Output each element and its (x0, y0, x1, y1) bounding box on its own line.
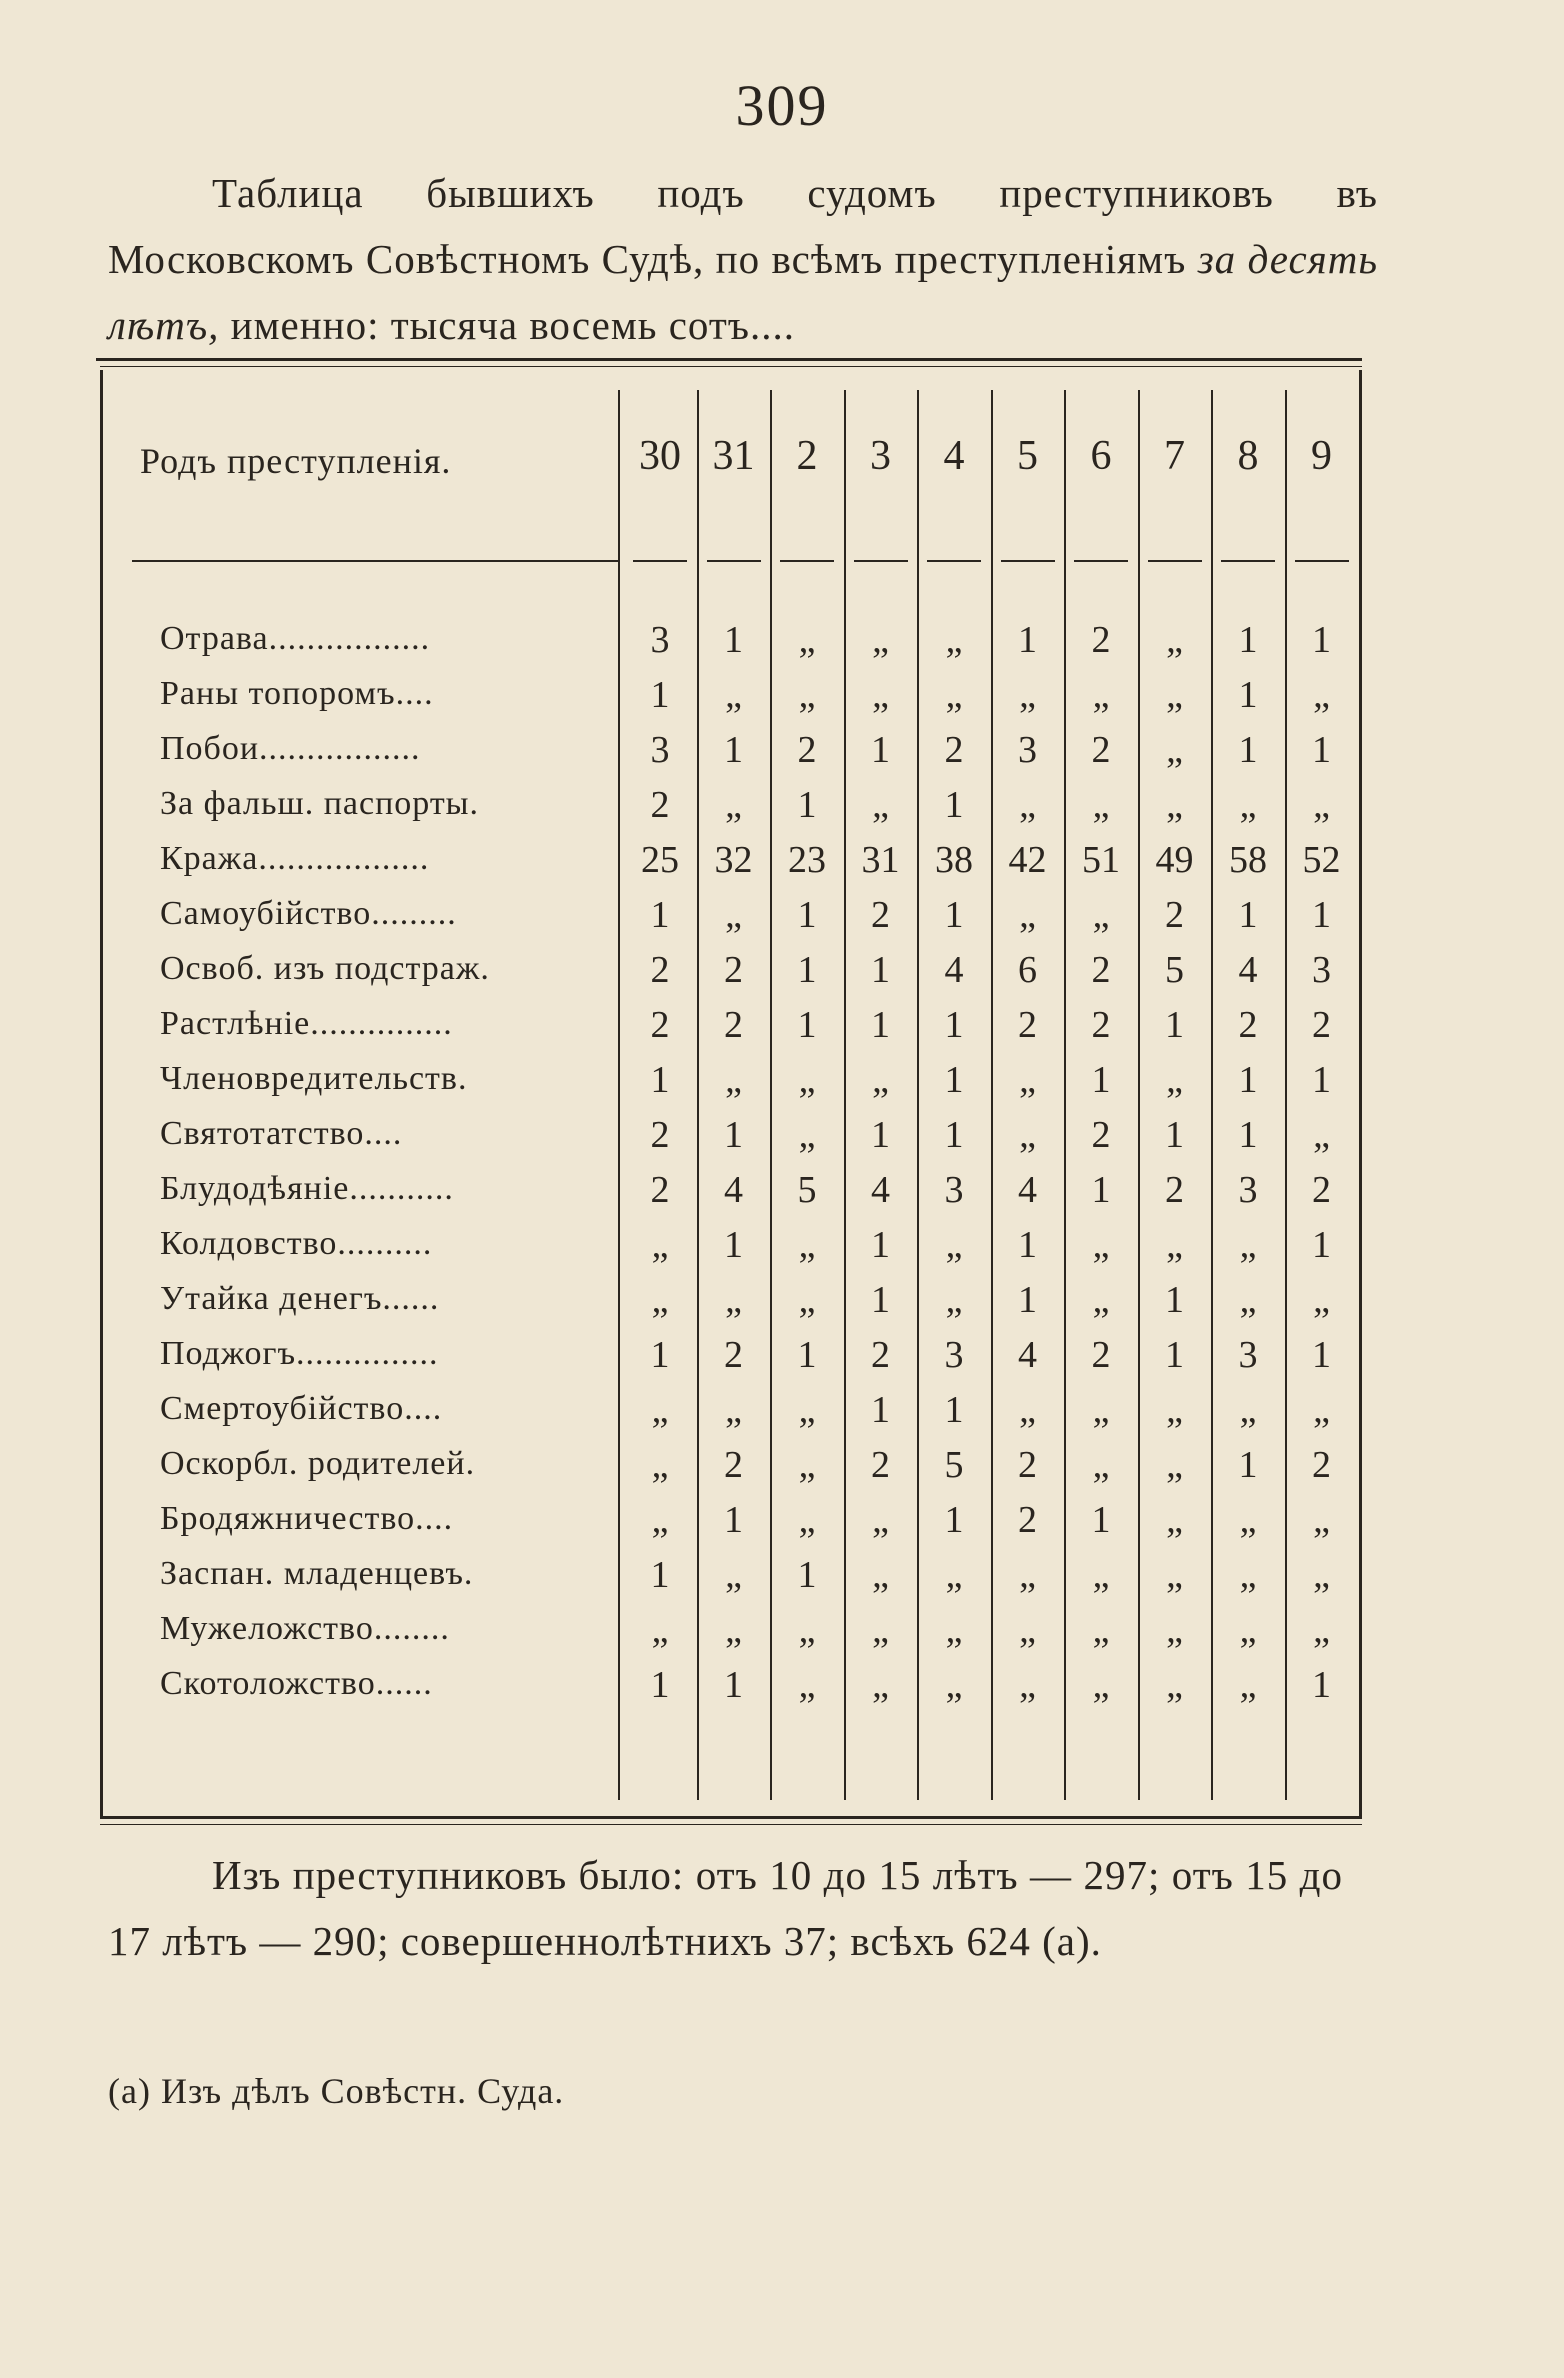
row-crime-label: Членовредительств. (160, 1060, 468, 1097)
header-underline (854, 560, 908, 562)
table-cell: 2 (650, 1114, 670, 1156)
table-cell: 1 (1312, 894, 1331, 936)
table-cell: „ (1166, 1664, 1183, 1706)
table-cell: 1 (1312, 1059, 1331, 1101)
table-cell: 3 (650, 729, 670, 771)
table-cell: 3 (1312, 949, 1331, 991)
table-cell: „ (798, 1444, 816, 1486)
table-cell: „ (1092, 674, 1110, 716)
table-cell: 1 (1018, 1279, 1037, 1321)
table-cell: 2 (1312, 1444, 1331, 1486)
header-underline (1221, 560, 1275, 562)
table-cell: „ (1239, 1609, 1257, 1651)
header-underline (1001, 560, 1055, 562)
table-cell: 2 (1165, 894, 1184, 936)
table-cell: „ (872, 1609, 889, 1651)
table-cell: 4 (871, 1169, 890, 1211)
table-left-border (100, 370, 103, 1816)
table-cell: „ (1019, 1389, 1036, 1431)
table-cell: 1 (944, 1499, 964, 1541)
table-cell: „ (798, 1279, 816, 1321)
caption-text: Таблица бывшихъ подъ судомъ преступниковъ въ Московскомъ Совѣстномъ Судѣ, по всѣмъ преступленiямъ (108, 170, 1378, 282)
table-cell: 1 (724, 729, 743, 771)
table-cell: „ (1092, 784, 1110, 826)
row-crime-label: Утайка денегъ...... (160, 1280, 440, 1317)
table-cell: 1 (1165, 1334, 1184, 1376)
table-cell: 1 (944, 1004, 964, 1046)
table-cell: 2 (724, 1334, 743, 1376)
table-cell: 2 (1091, 949, 1111, 991)
table-cell: 2 (1018, 1004, 1037, 1046)
table-cell: „ (1166, 1059, 1183, 1101)
table-cell: 2 (1165, 1169, 1184, 1211)
table-cell: „ (725, 674, 742, 716)
row-crime-label: Скотоложство...... (160, 1665, 433, 1702)
table-cell: „ (1019, 894, 1036, 936)
table-cell: 2 (724, 949, 743, 991)
table-cell: „ (651, 1444, 669, 1486)
table-cell: 1 (944, 1389, 964, 1431)
table-cell: 38 (935, 839, 973, 881)
table-cell: „ (1166, 619, 1183, 661)
table-cell: 49 (1155, 839, 1194, 881)
table-top-rule-thin (100, 366, 1362, 367)
header-underline (707, 560, 761, 562)
table-cell: 2 (1091, 729, 1111, 771)
table-cell: „ (872, 1664, 889, 1706)
row-crime-label: Раны топоромъ.... (160, 675, 434, 712)
table-cell: „ (945, 1554, 963, 1596)
row-crime-label: Смертоубiйство.... (160, 1390, 443, 1427)
table-cell: 1 (1091, 1059, 1111, 1101)
table-cell: 1 (1165, 1279, 1184, 1321)
table-cell: „ (725, 784, 742, 826)
table-cell: 4 (1238, 949, 1258, 991)
header-crime-type: Родъ преступленiя. (140, 441, 452, 481)
table-cell: 2 (871, 1334, 890, 1376)
header-underline (780, 560, 834, 562)
row-crime-label: Мужеложство........ (160, 1610, 450, 1647)
row-crime-label: За фальш. паспорты. (160, 785, 480, 822)
table-cell: „ (1313, 1554, 1330, 1596)
table-cell: 1 (1238, 1059, 1258, 1101)
footnote: (а) Изъ дѣлъ Совѣстн. Суда. (108, 2071, 565, 2111)
table-cell: „ (1166, 1389, 1183, 1431)
table-cell: „ (1166, 784, 1183, 826)
row-crime-label: Колдовство.......... (160, 1225, 433, 1262)
table-cell: 2 (1018, 1444, 1037, 1486)
table-cell: „ (651, 1389, 669, 1431)
table-cell: „ (945, 1224, 963, 1266)
caption-rest: именно: тысяча восемь сотъ.... (230, 302, 795, 348)
table-cell: 32 (714, 839, 753, 881)
header-underline (633, 560, 687, 562)
row-crime-label: Оскорбл. родителей. (160, 1445, 476, 1482)
table-cell: 1 (871, 1224, 890, 1266)
table-cell: 2 (797, 729, 817, 771)
table-cell: 1 (724, 1664, 743, 1706)
table-cell: 2 (1312, 1004, 1331, 1046)
row-crime-label: Заспан. младенцевъ. (160, 1555, 474, 1592)
table-cell: 2 (650, 1169, 670, 1211)
table-cell: 4 (724, 1169, 743, 1211)
table-cell: „ (1313, 1279, 1330, 1321)
table-cell: 1 (650, 1334, 670, 1376)
table-cell: 1 (944, 784, 964, 826)
table-cell: 23 (788, 839, 826, 881)
row-crime-label: Побои................. (160, 730, 421, 767)
row-crime-label: Бродяжничество.... (160, 1500, 454, 1537)
table-cell: 1 (1238, 1444, 1258, 1486)
table-cell: 1 (871, 1279, 890, 1321)
table-cell: „ (651, 1279, 669, 1321)
row-crime-label: Святотатство.... (160, 1115, 403, 1152)
table-cell: „ (1092, 1279, 1110, 1321)
table-cell: „ (798, 1389, 816, 1431)
table-cell: „ (798, 1114, 816, 1156)
table-cell: 51 (1082, 839, 1120, 881)
table-cell: „ (1092, 1389, 1110, 1431)
table-cell: „ (725, 1389, 742, 1431)
table-cell: „ (945, 674, 963, 716)
table-cell: „ (798, 1664, 816, 1706)
table-cell: „ (1166, 1499, 1183, 1541)
table-cell: 2 (724, 1004, 743, 1046)
table-cell: 2 (650, 784, 670, 826)
table-cell: „ (1092, 1609, 1110, 1651)
table-cell: 25 (641, 839, 679, 881)
table-cell: 2 (650, 1004, 670, 1046)
table-cell: 1 (871, 949, 890, 991)
row-crime-label: Кража.................. (160, 840, 430, 877)
table-cell: „ (651, 1499, 669, 1541)
table-cell: „ (725, 1279, 742, 1321)
table-cell: „ (1166, 1224, 1183, 1266)
table-cell: „ (798, 1499, 816, 1541)
table-cell: „ (1313, 1114, 1330, 1156)
table-cell: „ (798, 674, 816, 716)
table-cell: 2 (871, 894, 890, 936)
table-cell: „ (1019, 1609, 1036, 1651)
table-cell: 1 (650, 1664, 670, 1706)
table-cell: „ (1239, 1499, 1257, 1541)
table-cell: 1 (1238, 1114, 1258, 1156)
table-cell: 4 (1018, 1334, 1037, 1376)
header-underline (132, 560, 618, 562)
table-right-border (1359, 370, 1362, 1816)
table-cell: 1 (871, 1389, 890, 1431)
table-cell: „ (1166, 1609, 1183, 1651)
table-cell: „ (1166, 1444, 1183, 1486)
table-cell: 1 (1091, 1499, 1111, 1541)
table-cell: 52 (1302, 839, 1341, 881)
table-cell: „ (1239, 1554, 1257, 1596)
header-underline (1148, 560, 1202, 562)
table-cell: 3 (650, 619, 670, 661)
table-cell: 1 (1312, 1224, 1331, 1266)
table-cell: 1 (871, 1114, 890, 1156)
table-cell: 1 (1312, 1664, 1331, 1706)
summary-paragraph: Изъ преступниковъ было: отъ 10 до 15 лѣтъ — 297; отъ 15 до 17 лѣтъ — 290; совершеннолѣтнихъ 37; всѣхъ 624 (а). (108, 1852, 1343, 1964)
table-cell: 5 (1165, 949, 1184, 991)
table-bottom-rule-thin (100, 1824, 1362, 1825)
table-cell: „ (798, 1059, 816, 1101)
table-cell: 2 (1091, 1334, 1111, 1376)
table-cell: „ (1092, 1664, 1110, 1706)
table-cell: 2 (944, 729, 964, 771)
table-cell: „ (1313, 1389, 1330, 1431)
header-year: 9 (1311, 433, 1332, 479)
header-year: 6 (1090, 433, 1112, 479)
table-cell: 2 (1091, 1114, 1111, 1156)
table-cell: 3 (1238, 1334, 1258, 1376)
table-cell: 4 (944, 949, 964, 991)
table-cell: „ (1166, 1554, 1183, 1596)
table-cell: 1 (944, 1114, 964, 1156)
header-year: 7 (1164, 433, 1185, 479)
table-cell: 1 (724, 619, 743, 661)
table-cell: 1 (1312, 1334, 1331, 1376)
table-cell: „ (945, 619, 963, 661)
table-cell: „ (872, 1059, 889, 1101)
table-cell: 4 (1018, 1169, 1037, 1211)
table-cell: 1 (1238, 619, 1258, 661)
table-cell: 1 (944, 894, 964, 936)
table-cell: 2 (871, 1444, 890, 1486)
table-cell: 1 (797, 1554, 817, 1596)
row-crime-label: Поджогъ............... (160, 1335, 439, 1372)
table-cell: „ (945, 1609, 963, 1651)
table-cell: 1 (1238, 674, 1258, 716)
table-cell: „ (1019, 674, 1036, 716)
table-cell: „ (1239, 1279, 1257, 1321)
table-cell: „ (1239, 1224, 1257, 1266)
row-crime-label: Отрава................. (160, 620, 431, 657)
header-underline (1295, 560, 1349, 562)
table-cell: „ (725, 1609, 742, 1651)
header-underline (927, 560, 981, 562)
table-cell: 1 (797, 1004, 817, 1046)
row-crime-label: Освоб. изъ подстраж. (160, 950, 490, 987)
table-cell: „ (1166, 674, 1183, 716)
table-cell: 2 (1018, 1499, 1037, 1541)
row-crime-label: Блудодѣянiе........... (160, 1170, 454, 1207)
table-cell: „ (1166, 729, 1183, 771)
table-cell: 31 (861, 839, 900, 881)
table-cell: 1 (650, 894, 670, 936)
table-cell: 3 (944, 1169, 964, 1211)
table-cell: 1 (650, 1059, 670, 1101)
table-cell: „ (1313, 784, 1330, 826)
table-cell: 1 (1165, 1114, 1184, 1156)
table-cell: 5 (797, 1169, 817, 1211)
header-year: 5 (1017, 433, 1038, 479)
table-cell: 5 (944, 1444, 964, 1486)
table-cell: „ (1019, 1059, 1036, 1101)
table-cell: „ (1019, 1664, 1036, 1706)
row-crime-label: Растлѣнiе............... (160, 1005, 453, 1042)
header-year: 30 (639, 433, 681, 479)
table-cell: „ (1019, 784, 1036, 826)
table-cell: „ (1019, 1554, 1036, 1596)
table-cell: 2 (724, 1444, 743, 1486)
table-cell: 3 (1018, 729, 1037, 771)
table-cell: „ (945, 1664, 963, 1706)
table-cell: 1 (1238, 894, 1258, 936)
table-cell: „ (1313, 1499, 1330, 1541)
table-cell: „ (798, 1224, 816, 1266)
table-cell: 42 (1008, 839, 1047, 881)
table-cell: „ (872, 619, 889, 661)
table-bottom-rule (100, 1816, 1362, 1819)
header-year: 3 (870, 433, 891, 479)
table-cell: 6 (1018, 949, 1037, 991)
header-underline (1074, 560, 1128, 562)
table-top-rule (96, 358, 1362, 361)
table-cell: 1 (797, 949, 817, 991)
table-cell: „ (798, 619, 816, 661)
table-caption (108, 160, 1378, 358)
header-year: 31 (712, 433, 755, 479)
table-cell: 1 (1018, 1224, 1037, 1266)
page-number: 309 (735, 73, 829, 138)
table-cell: 1 (871, 729, 890, 771)
table-cell: 1 (650, 1554, 670, 1596)
table-cell: 1 (797, 894, 817, 936)
table-cell: 2 (1091, 619, 1111, 661)
table-cell: 1 (1312, 619, 1331, 661)
table-cell: 2 (1312, 1169, 1331, 1211)
table-cell: „ (651, 1224, 669, 1266)
table-cell: „ (872, 1554, 889, 1596)
table-cell: „ (872, 1499, 889, 1541)
table-cell: „ (872, 784, 889, 826)
table-cell: 1 (1312, 729, 1331, 771)
table-cell: „ (872, 674, 889, 716)
table-cell: 1 (1165, 1004, 1184, 1046)
table-cell: „ (1239, 1664, 1257, 1706)
caption-italic: за десять лѣтъ, (108, 236, 1378, 348)
table-cell: „ (798, 1609, 816, 1651)
table-cell: „ (1092, 1554, 1110, 1596)
table-cell: 2 (1091, 1004, 1111, 1046)
table-cell: „ (725, 894, 742, 936)
table-cell: 1 (724, 1499, 743, 1541)
table-cell: 3 (1238, 1169, 1258, 1211)
table-cell: 1 (1091, 1169, 1111, 1211)
table-cell: 1 (797, 1334, 817, 1376)
table-cell: 1 (724, 1224, 743, 1266)
header-year: 4 (943, 433, 965, 479)
header-year: 2 (796, 433, 818, 479)
table-cell: „ (1092, 1224, 1110, 1266)
table-cell: „ (725, 1554, 742, 1596)
table-cell: „ (1239, 784, 1257, 826)
table-cell: „ (1092, 894, 1110, 936)
table-cell: „ (1313, 674, 1330, 716)
row-crime-label: Самоубiйство......... (160, 895, 457, 932)
table-cell: „ (1019, 1114, 1036, 1156)
table-cell: 58 (1229, 839, 1267, 881)
table-cell: „ (651, 1609, 669, 1651)
header-year: 8 (1237, 433, 1259, 479)
table-cell: 2 (1238, 1004, 1258, 1046)
table-cell: 1 (797, 784, 817, 826)
table-cell: 1 (650, 674, 670, 716)
table-cell: „ (1313, 1609, 1330, 1651)
table-cell: „ (725, 1059, 742, 1101)
table-cell: 1 (1018, 619, 1037, 661)
table-cell: „ (1092, 1444, 1110, 1486)
table-cell: 1 (1238, 729, 1258, 771)
table-cell: 3 (944, 1334, 964, 1376)
table-cell: 1 (724, 1114, 743, 1156)
table-cell: „ (945, 1279, 963, 1321)
table-cell: 1 (871, 1004, 890, 1046)
table-cell: „ (1239, 1389, 1257, 1431)
table-cell: 2 (650, 949, 670, 991)
table-cell: 1 (944, 1059, 964, 1101)
